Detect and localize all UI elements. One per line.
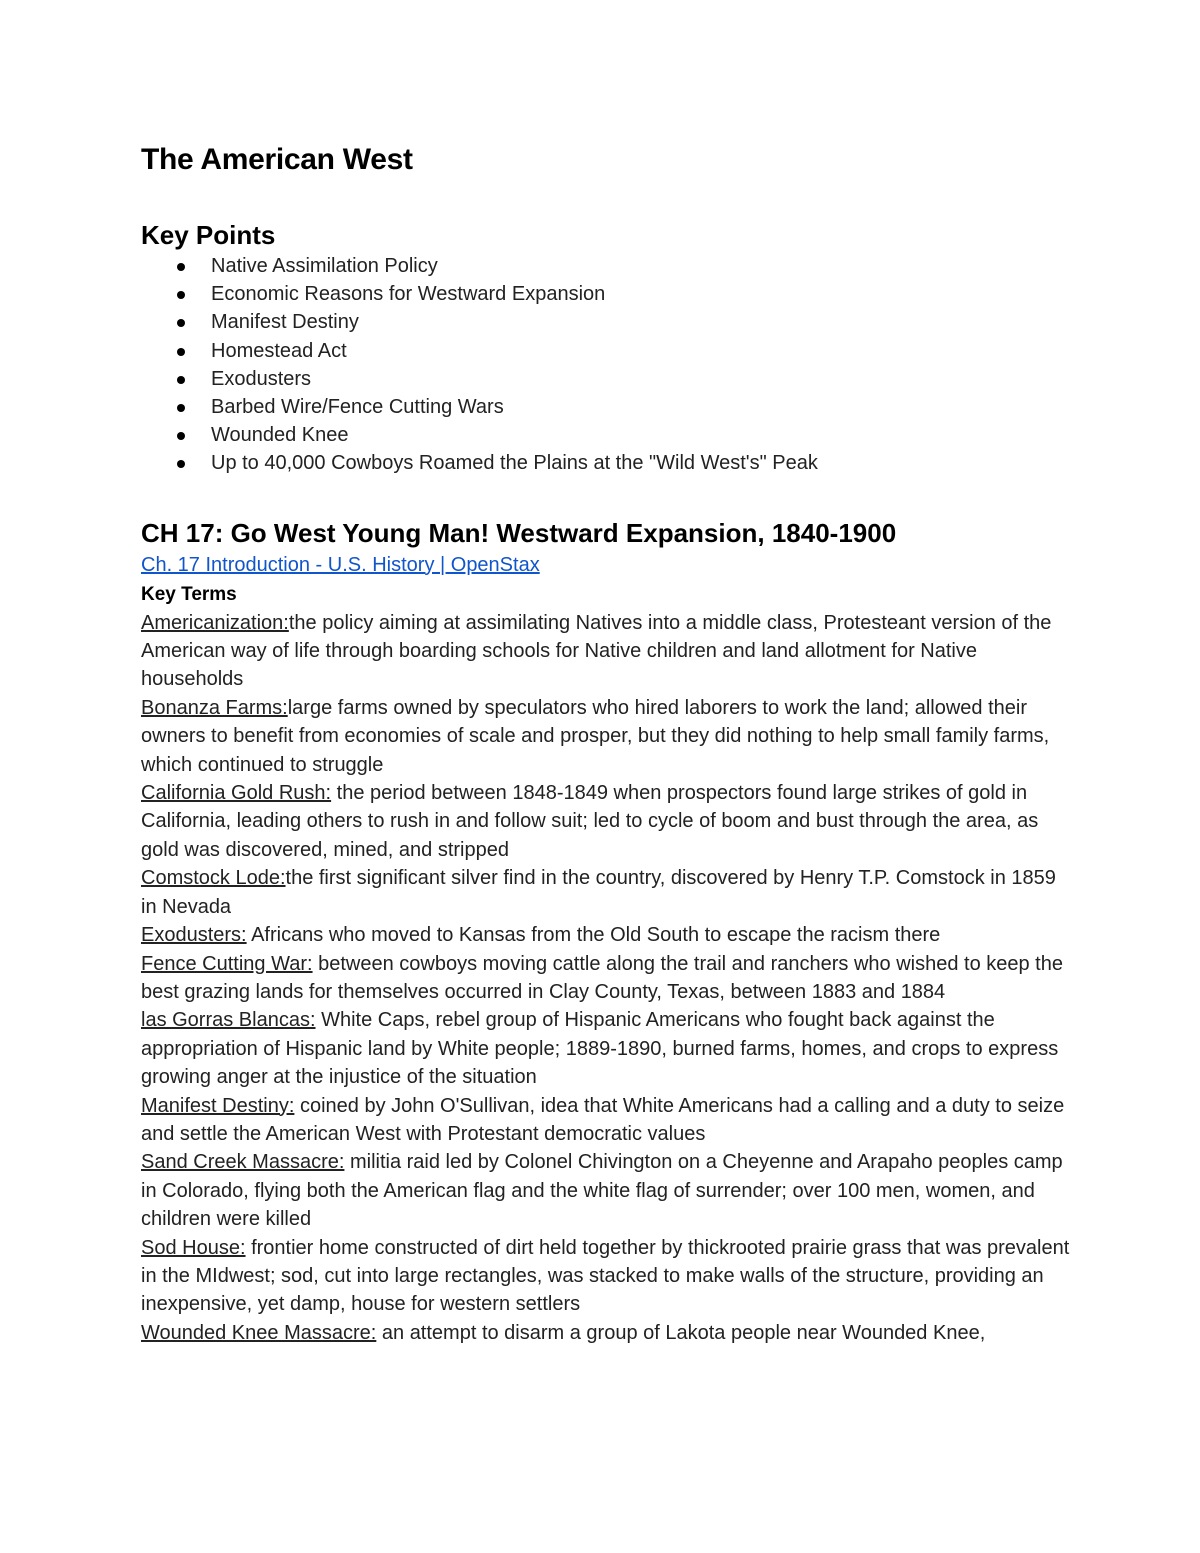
list-item-text: Homestead Act [211,339,347,362]
term-name: las Gorras Blancas: [141,1009,316,1032]
term-name: Bonanza Farms: [141,696,288,719]
bullet-icon [177,263,185,271]
term-definition: between cowboys moving cattle along the trail and ranchers who wished to keep the best grazing lands for themselves occurred in Clay County, Texas, between 1883 and 1884 [141,952,1063,1003]
list-item-text: Manifest Destiny [211,311,359,334]
term-definition: the period between 1848-1849 when prospectors found large strikes of gold in California, leading others to rush in and follow suit; led to cycle of boom and bust through the area, as gold was discovered, mined, and stripped [141,782,1039,861]
key-points-list [141,252,1071,478]
bullet-icon [177,404,185,412]
term-definition: an attempt to disarm a group of Lakota people near Wounded Knee, [376,1321,986,1344]
term-entry [141,1092,1071,1149]
term-entry [141,1006,1071,1091]
list-item [141,280,1071,308]
bullet-icon [177,319,185,327]
term-entry [141,1319,1071,1347]
list-item-text: Economic Reasons for Westward Expansion [211,283,606,306]
term-name: Manifest Destiny: [141,1094,295,1117]
bullet-icon [177,376,185,384]
term-entry [141,609,1071,694]
term-definition: Africans who moved to Kansas from the Old South to escape the racism there [246,924,941,947]
document-content [141,138,1071,1347]
term-definition: large farms owned by speculators who hired laborers to work the land; allowed their owners to benefit from economies of scale and prosper, but they did nothing to help small family farms, which continued to struggle [141,696,1050,776]
key-points-heading: Key Points [141,220,276,250]
term-entry [141,921,1071,949]
list-item [141,393,1071,421]
term-definition: coined by John O'Sullivan, idea that White Americans had a calling and a duty to seize and settle the American West with Protestant democratic values [141,1094,1065,1145]
key-terms-list [141,609,1071,1348]
term-definition: frontier home constructed of dirt held together by thickrooted prairie grass that was prevalent in the MIdwest; sod, cut into large rectangles, was stacked to make walls of the structure, providing an inexpensive, yet damp, house for western settlers [141,1236,1070,1316]
term-entry [141,864,1071,921]
term-definition: the policy aiming at assimilating Natives into a middle class, Protesteant version of the American way of life through boarding schools for Native children and land allotment for Native households [141,611,1052,691]
term-entry [141,694,1071,779]
term-name: Fence Cutting War: [141,952,313,975]
term-definition: the first significant silver find in the country, discovered by Henry T.P. Comstock in 1859 in Nevada [141,867,1056,918]
list-item-text: Native Assimilation Policy [211,255,438,277]
list-item-text: Exodusters [211,367,312,390]
bullet-icon [177,460,185,468]
term-entry [141,950,1071,1007]
key-terms-heading: Key Terms [141,583,237,605]
term-name: Comstock Lode: [141,867,286,890]
list-item [141,252,1071,280]
bullet-icon [177,291,185,299]
term-name: Exodusters: [141,924,247,947]
list-item [141,449,1071,477]
list-item [141,365,1071,393]
term-entry [141,779,1071,864]
openstax-link[interactable]: Ch. 17 Introduction - U.S. History | OpenStax [141,553,540,576]
term-entry [141,1234,1071,1319]
list-item-text: Wounded Knee [211,424,349,447]
term-name: Wounded Knee Massacre: [141,1321,377,1344]
list-item-text: Up to 40,000 Cowboys Roamed the Plains at the "Wild West's" Peak [211,452,818,475]
bullet-icon [177,432,185,440]
term-definition: White Caps, rebel group of Hispanic Americans who fought back against the appropriation of Hispanic land by White people; 1889-1890, burned farms, homes, and crops to express growing anger at the injustice of the situation [141,1009,1059,1089]
list-item [141,421,1071,449]
term-name: Sod House: [141,1236,246,1259]
term-name: Americanization: [141,611,289,634]
document-title: The American West [141,143,413,176]
list-item [141,308,1071,336]
chapter-heading: CH 17: Go West Young Man! Westward Expansion, 1840-1900 [141,517,897,548]
bullet-icon [177,348,185,356]
list-item [141,337,1071,365]
list-item-text: Barbed Wire/Fence Cutting Wars [211,396,504,419]
term-name: California Gold Rush: [141,782,332,805]
term-definition: militia raid led by Colonel Chivington on a Cheyenne and Arapaho peoples camp in Colorado, flying both the American flag and the white flag of surrender; over 100 men, women, and children were killed [141,1151,1063,1231]
term-name: Sand Creek Massacre: [141,1151,345,1174]
term-entry [141,1148,1071,1233]
